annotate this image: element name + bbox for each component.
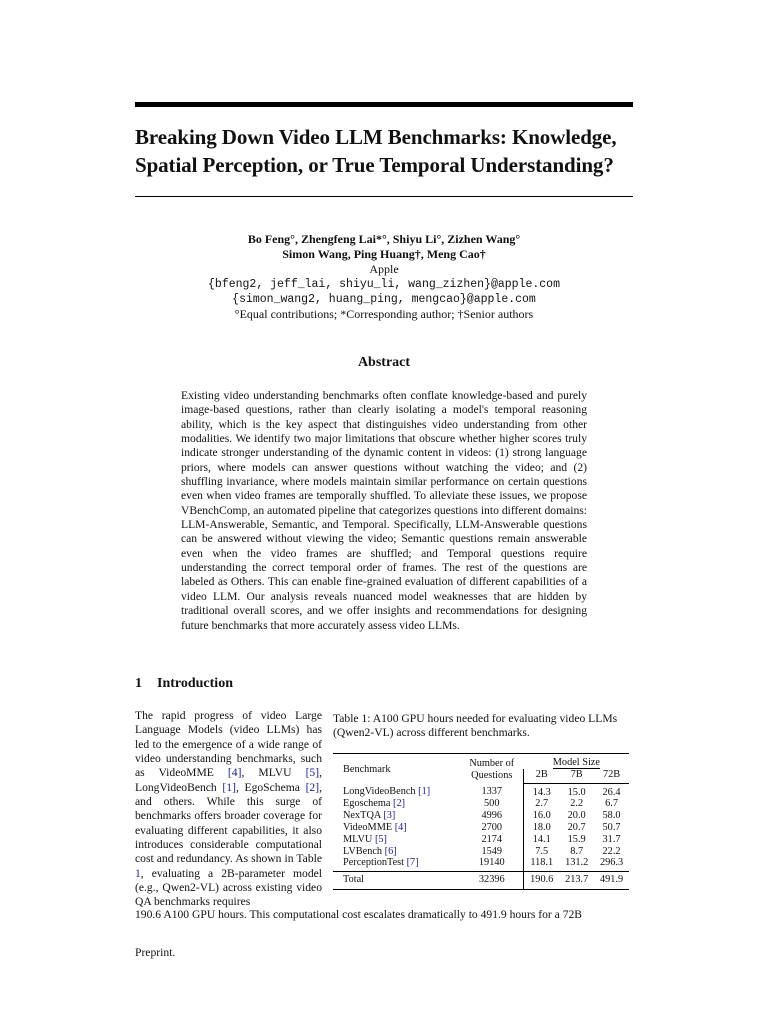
total-label: Total bbox=[333, 872, 460, 890]
hours-7b: 2.2 bbox=[570, 798, 584, 810]
abstract-heading: Abstract bbox=[357, 355, 411, 370]
hours-72b: 22.2 bbox=[602, 845, 621, 857]
benchmark-label: NexTQA bbox=[343, 810, 381, 822]
hours-7b: 131.2 bbox=[565, 857, 589, 869]
table-reference-link[interactable]: 1 bbox=[135, 866, 141, 880]
hours-72b: 6.7 bbox=[605, 798, 618, 810]
intro-text: , LongVideoBench bbox=[135, 766, 322, 794]
total-72b: 491.9 bbox=[594, 872, 629, 890]
author-line-1: Bo Feng°, Zhengfeng Lai*°, Shiyu Li°, Zizhen Wang° bbox=[247, 232, 521, 246]
citation-link[interactable]: [5] bbox=[374, 833, 387, 845]
citation-link[interactable]: [5] bbox=[305, 766, 320, 780]
citation-link[interactable]: [1] bbox=[222, 780, 236, 794]
benchmark-label: VideoMME bbox=[343, 821, 393, 833]
citation-link[interactable]: [3] bbox=[383, 810, 396, 822]
benchmark-name bbox=[333, 834, 460, 846]
total-questions: 32396 bbox=[460, 872, 523, 890]
benchmark-name bbox=[333, 810, 460, 822]
header-questions bbox=[460, 754, 523, 784]
hours-2b: 14.3 bbox=[524, 783, 560, 798]
hours-2b: 7.5 bbox=[524, 846, 560, 858]
intro-text: , and others. While this surge of benchmarks offers broader coverage for evaluating different capabilities, it also introduces considerable computational cost and redundancy. As shown in Table bbox=[135, 780, 322, 866]
hours-7b: 15.0 bbox=[567, 786, 586, 798]
top-rule bbox=[135, 102, 633, 107]
footer-note: Preprint. bbox=[135, 946, 176, 959]
title-line-2: Spatial Perception, or True Temporal Understanding? bbox=[135, 153, 614, 177]
hours-7b: 8.7 bbox=[570, 845, 584, 857]
table-row bbox=[333, 798, 629, 810]
hours-72b: 26.4 bbox=[602, 786, 621, 798]
header-7b: 7B bbox=[559, 769, 594, 783]
hours-7b: 20.7 bbox=[567, 821, 586, 833]
header-questions-line-2: Questions bbox=[471, 770, 513, 782]
benchmark-label: PerceptionTest bbox=[343, 857, 405, 869]
intro-paragraph bbox=[135, 709, 322, 910]
intro-text: , EgoSchema bbox=[235, 780, 300, 794]
hours-2b: 14.1 bbox=[524, 834, 560, 846]
author-notes: °Equal contributions; *Corresponding author; †Senior authors bbox=[234, 307, 534, 321]
citation-link[interactable]: [2] bbox=[305, 780, 320, 794]
table-row bbox=[333, 783, 629, 798]
hours-72b: 58.0 bbox=[602, 810, 621, 822]
hours-2b: 118.1 bbox=[524, 857, 560, 871]
hours-2b: 2.7 bbox=[524, 798, 560, 810]
table-total-row bbox=[333, 872, 629, 890]
citation-link[interactable]: [7] bbox=[406, 857, 419, 869]
question-count: 1549 bbox=[481, 845, 503, 857]
table-row bbox=[333, 822, 629, 834]
section-number: 1 bbox=[135, 676, 142, 691]
benchmark-name bbox=[333, 846, 460, 858]
hours-7b: 15.9 bbox=[567, 833, 586, 845]
section-title: Introduction bbox=[157, 676, 233, 691]
hours-2b: 16.0 bbox=[524, 810, 560, 822]
table-row bbox=[333, 857, 629, 871]
benchmark-name bbox=[333, 783, 460, 798]
author-block bbox=[135, 232, 633, 322]
benchmark-name bbox=[333, 822, 460, 834]
section-heading bbox=[135, 676, 233, 692]
citation-link[interactable]: [4] bbox=[227, 766, 242, 780]
benchmark-label: LVBench bbox=[343, 845, 383, 857]
question-count: 4996 bbox=[481, 810, 503, 822]
hours-72b: 50.7 bbox=[602, 821, 621, 833]
citation-link[interactable]: [6] bbox=[384, 845, 397, 857]
header-questions-line-1: Number of bbox=[469, 758, 515, 770]
table-body bbox=[333, 783, 629, 872]
header-model-size-label: Model Size bbox=[552, 757, 600, 768]
question-count: 2174 bbox=[481, 833, 503, 845]
hours-2b: 18.0 bbox=[524, 822, 560, 834]
hours-72b: 31.7 bbox=[602, 833, 621, 845]
benchmark-label: MLVU bbox=[343, 833, 373, 845]
citation-link[interactable]: [4] bbox=[394, 821, 407, 833]
title-line-1: Breaking Down Video LLM Benchmarks: Knowledge, bbox=[135, 125, 617, 149]
abstract-text: Existing video understanding benchmarks often conflate knowledge-based and purely image-based questions, rather than clearly isolating a model's temporal reasoning ability, which is the key aspect that distinguishes video understanding from other modalities. We identify two major limitations that obscure whether higher scores truly indicate stronger understanding of the dynamic content in videos: (1) strong language priors, where models can answer questions without watching the video; and (2) shuffling invariance, where models maintain similar performance on certain questions even when video frames are temporally shuffled. To alleviate these issues, we propose VBenchComp, an automated pipeline that categorizes questions into different domains: LLM-Answerable, Semantic, and Temporal. Specifically, LLM-Answerable questions can be answered without viewing the video; Semantic questions remain answerable even when the video frames are shuffled; and Temporal questions require understanding the correct temporal order of frames. The rest of the questions are labeled as Others. This can enable fine-grained evaluation of different capabilities of a video LLM. Our analysis reveals nuanced model weaknesses that are hidden by traditional overall scores, and we offer insights and recommendations for designing future benchmarks that more accurately assess video LLMs. bbox=[181, 389, 587, 632]
question-count: 19140 bbox=[478, 857, 505, 869]
benchmark-name bbox=[333, 857, 460, 871]
affiliation: Apple bbox=[369, 262, 399, 276]
total-7b: 213.7 bbox=[559, 872, 594, 890]
question-count: 500 bbox=[484, 798, 500, 810]
intro-text: , MLVU bbox=[241, 766, 292, 780]
benchmark-label: LongVideoBench bbox=[343, 786, 416, 798]
intro-text: , evaluating a 2B-parameter model (e.g., Qwen2-VL) across existing video QA benchmarks requires bbox=[135, 866, 322, 909]
header-72b: 72B bbox=[594, 769, 629, 783]
header-benchmark: Benchmark bbox=[333, 754, 460, 784]
table-row bbox=[333, 834, 629, 846]
citation-link[interactable]: [1] bbox=[418, 786, 431, 798]
question-count: 2700 bbox=[481, 821, 503, 833]
gpu-hours-table bbox=[333, 753, 629, 890]
total-2b: 190.6 bbox=[524, 872, 560, 890]
citation-link[interactable]: [2] bbox=[393, 798, 406, 810]
hours-72b: 296.3 bbox=[599, 857, 624, 869]
intro-continuation: 190.6 A100 GPU hours. This computational cost escalates dramatically to 491.9 hours for a 72B bbox=[135, 908, 583, 921]
author-line-2: Simon Wang, Ping Huang†, Meng Cao† bbox=[282, 247, 486, 261]
benchmark-name bbox=[333, 798, 460, 810]
title-rule bbox=[135, 196, 633, 197]
intro-text: The rapid progress of video Large Language Models (video LLMs) has led to the emergence of a wide range of video understanding benchmarks, such as VideoMME bbox=[135, 709, 322, 780]
email-line-2: {simon_wang2, huang_ping, mengcao}@apple.com bbox=[232, 293, 536, 306]
table-caption: Table 1: A100 GPU hours needed for evaluating video LLMs (Qwen2-VL) across different benchmarks. bbox=[333, 712, 618, 740]
email-line-1: {bfeng2, jeff_lai, shiyu_li, wang_zizhen}@apple.com bbox=[208, 278, 560, 291]
table-row bbox=[333, 846, 629, 858]
question-count: 1337 bbox=[481, 786, 503, 798]
table-row bbox=[333, 810, 629, 822]
paper-title bbox=[135, 123, 645, 179]
benchmark-label: Egoschema bbox=[343, 798, 391, 810]
header-2b: 2B bbox=[524, 769, 560, 783]
hours-7b: 20.0 bbox=[567, 810, 586, 822]
header-model-size bbox=[524, 754, 629, 769]
